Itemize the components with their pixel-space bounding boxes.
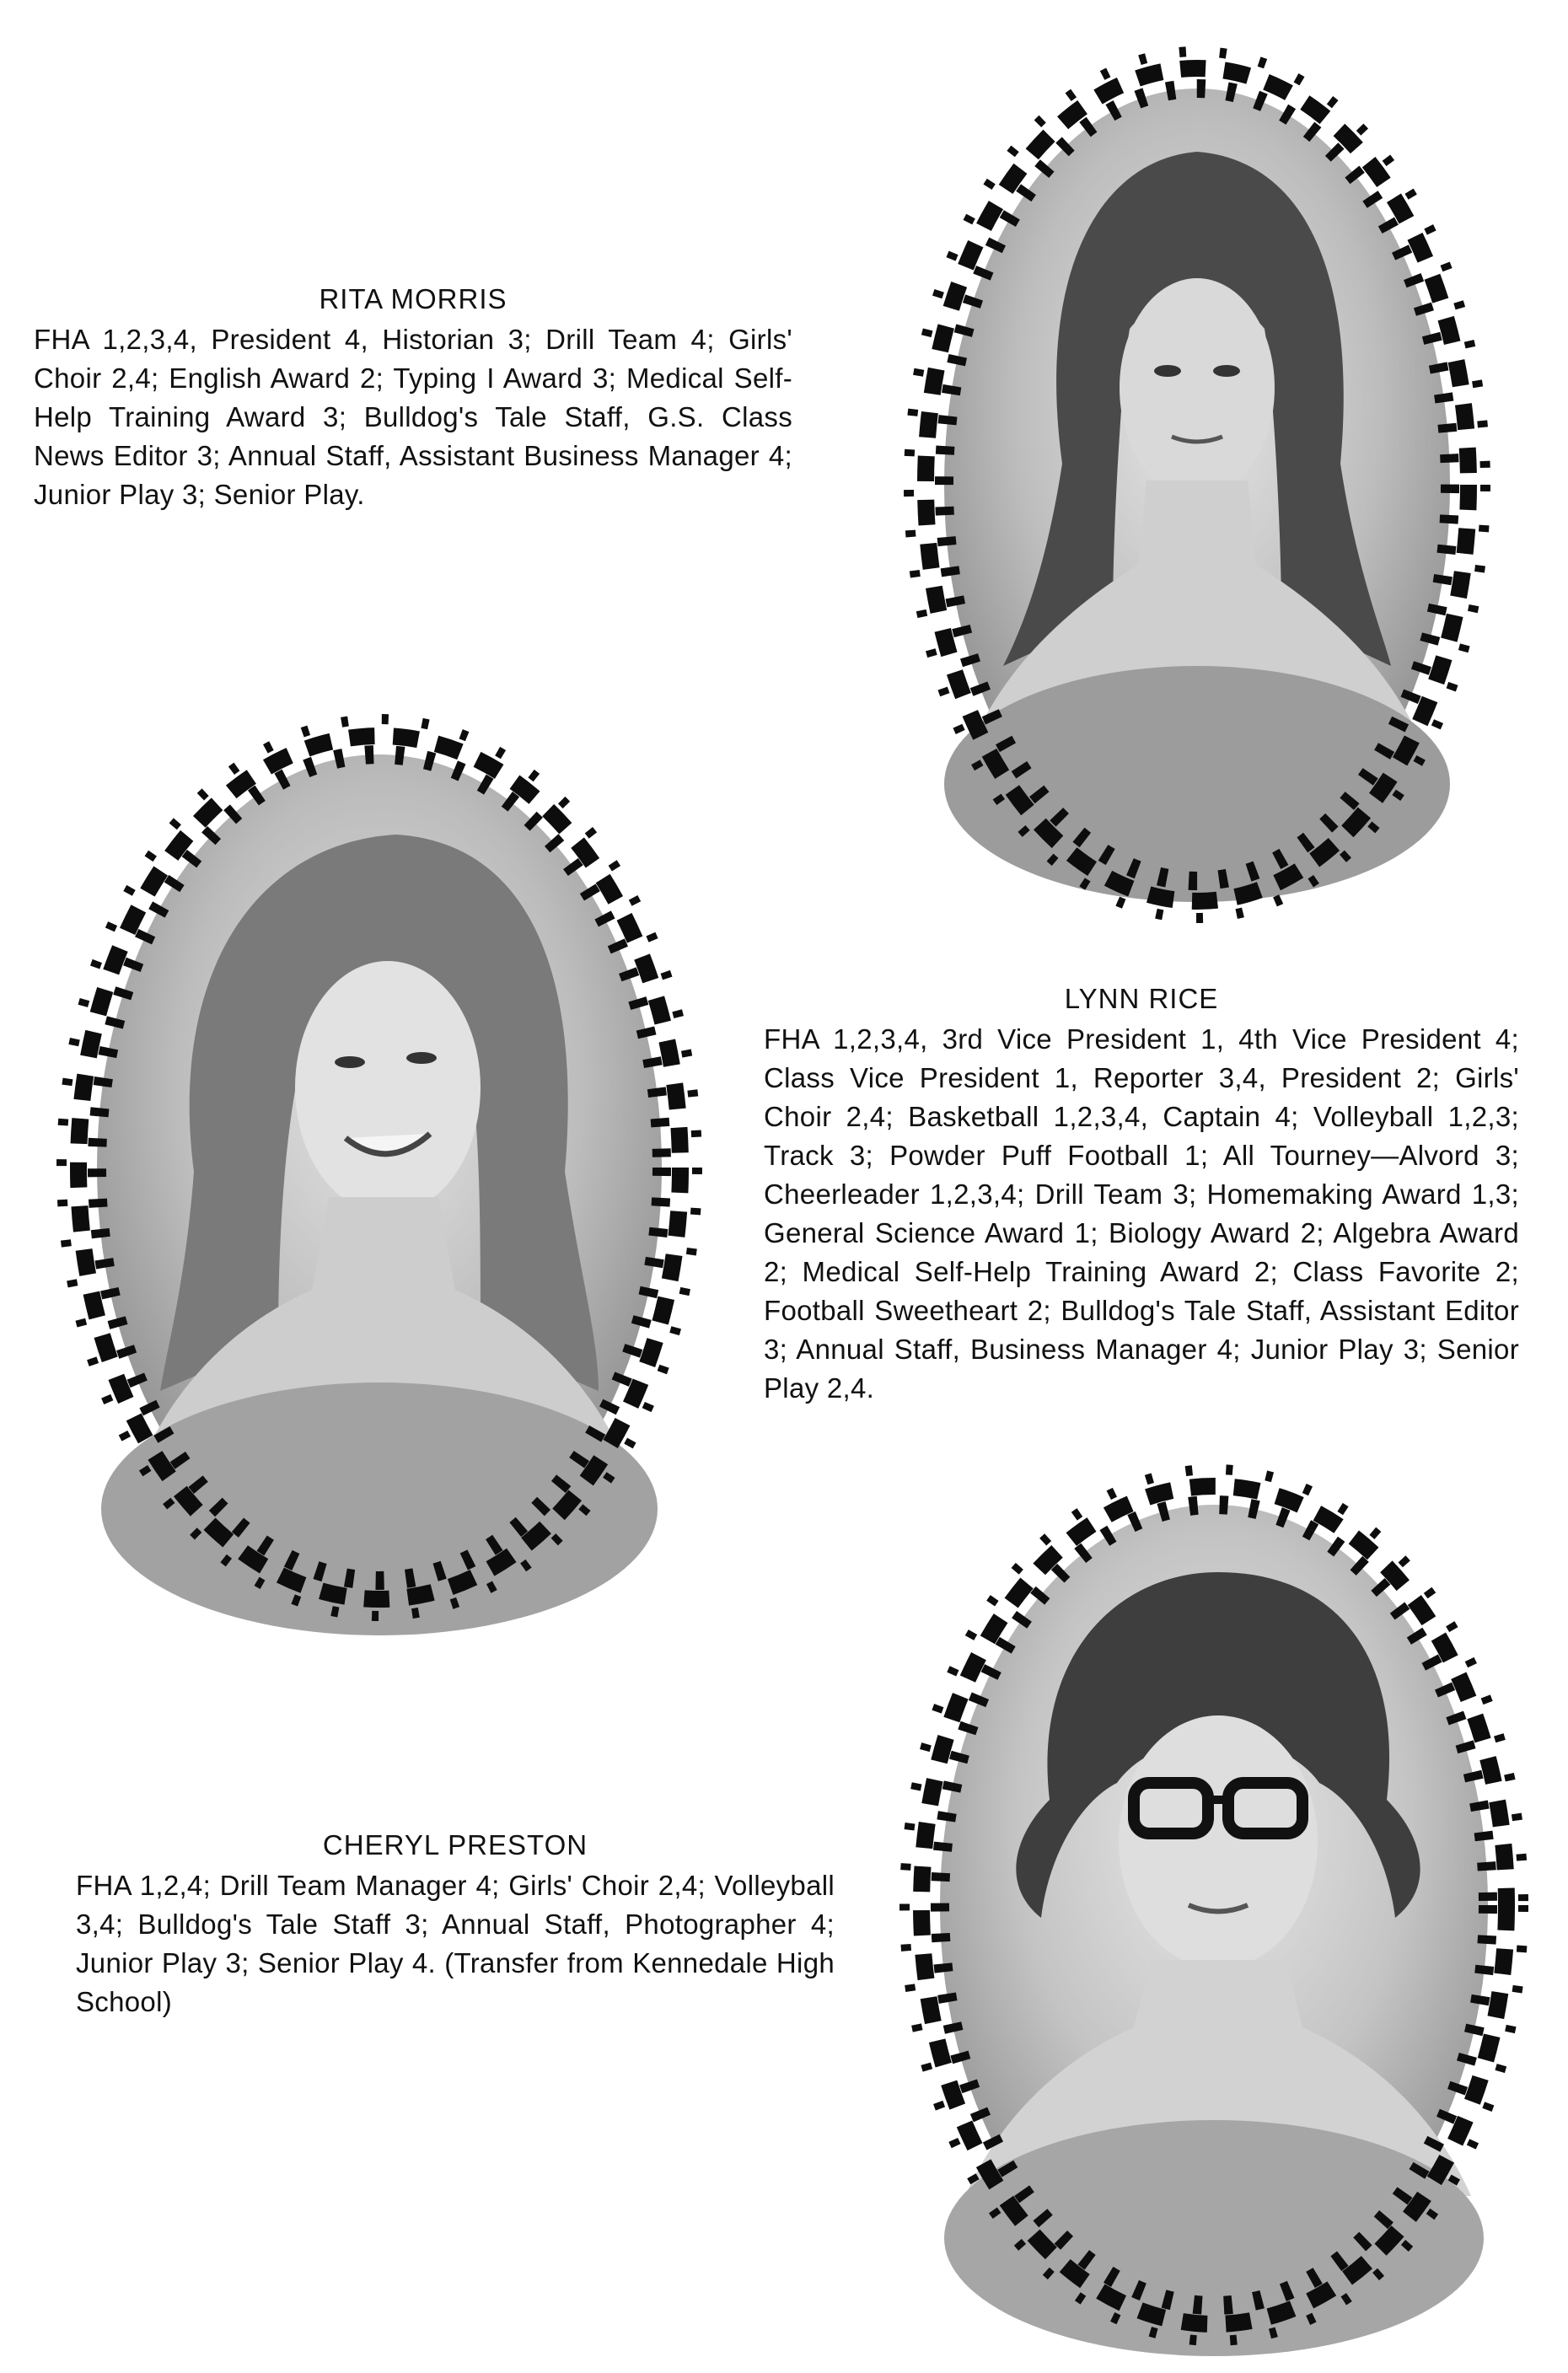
student-name: CHERYL PRESTON — [322, 1829, 588, 1860]
student-activities: FHA 1,2,3,4, 3rd Vice President 1, 4th Vice President 4; Class Vice President 1, Reporter 3,4, President 2; Girls' Choir 2,4; Basketball 1,2,3,4, Captain 4; Volleyball 1,2,3; Track 3; Powder Puff Football 1; All Tourney—Alvord 3; Cheerleader 1,2,3,4; Drill Team 3; Homemaking Award 1,3; General Science Award 1; Biology Award 2; Algebra Award 2; Medical Self-Help Training Award 2; Class Favorite 2; Football Sweetheart 2; Bulldog's Tale Staff, Assistant Editor 3; Annual Staff, Business Manager 4; Junior Play 3; Senior Play 2,4. — [764, 1023, 1519, 1404]
bio-lynn-rice — [764, 980, 1519, 1408]
student-activities: FHA 1,2,4; Drill Team Manager 4; Girls' Choir 2,4; Volleyball 3,4; Bulldog's Tale Staff 3; Annual Staff, Photographer 4; Junior Play 3; Senior Play 4. (Transfer from Kennedale High School) — [76, 1870, 835, 2017]
student-name: RITA MORRIS — [319, 283, 507, 314]
portrait-photo-icon — [42, 700, 717, 1635]
bio-cheryl-preston — [76, 1826, 835, 2021]
bio-rita-morris — [34, 280, 792, 514]
portrait-cheryl-preston — [881, 1446, 1547, 2365]
portrait-photo-icon — [881, 1446, 1547, 2365]
student-name: LYNN RICE — [1064, 983, 1219, 1014]
portrait-lynn-rice — [42, 700, 717, 1635]
portrait-photo-icon — [885, 25, 1509, 944]
student-activities: FHA 1,2,3,4, President 4, Historian 3; Drill Team 4; Girls' Choir 2,4; English Award 2; Typing I Award 3; Medical Self-Help Training Award 3; Bulldog's Tale Staff, G.S. Class News Editor 3; Annual Staff, Assistant Business Manager 4; Junior Play 3; Senior Play. — [34, 324, 792, 510]
portrait-rita-morris — [885, 25, 1509, 944]
